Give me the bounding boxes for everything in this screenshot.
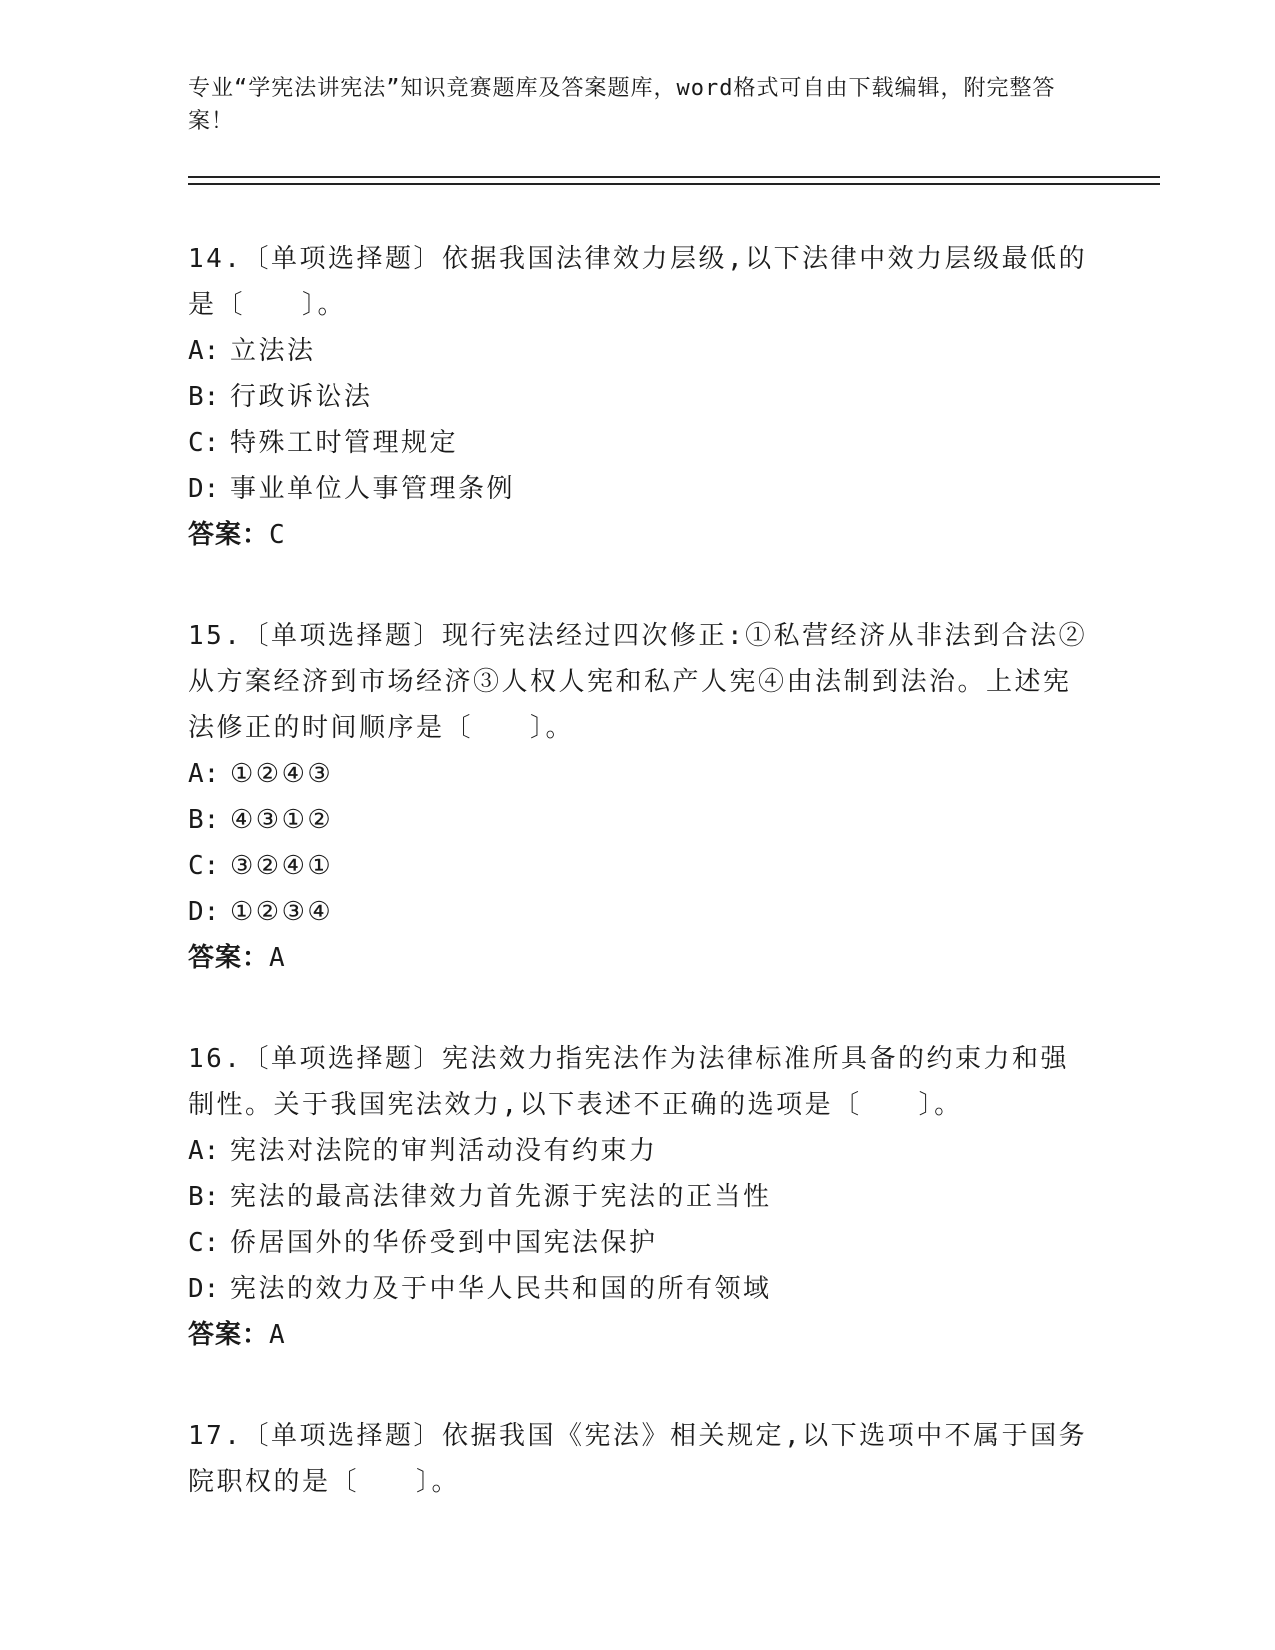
option-text: 宪法对法院的审判活动没有约束力 [230, 1136, 658, 1166]
question-stem: 15.〔单项选择题〕现行宪法经过四次修正:①私营经济从非法到合法②从方案经济到市场经济③人权人宪和私产人宪④由法制到法治。上述宪法修正的时间顺序是〔 〕。 [188, 621, 1088, 743]
question-16 [188, 1036, 1088, 1358]
option-text: 宪法的最高法律效力首先源于宪法的正当性 [230, 1182, 772, 1212]
option-d [188, 466, 1088, 512]
option-text: ③②④① [230, 851, 334, 881]
option-text: 事业单位人事管理条例 [230, 474, 516, 504]
option-letter: C: [188, 428, 220, 458]
answer-line [188, 1312, 1088, 1358]
document-header: 专业“学宪法讲宪法”知识竞赛题库及答案题库，word格式可自由下载编辑，附完整答案！ [188, 76, 1056, 134]
option-b [188, 797, 1088, 843]
option-letter: D: [188, 897, 220, 927]
question-14 [188, 236, 1088, 558]
option-text: 特殊工时管理规定 [230, 428, 459, 458]
option-c [188, 843, 1088, 889]
option-a [188, 328, 1088, 374]
header-divider-top [188, 176, 1160, 178]
option-letter: C: [188, 1228, 220, 1258]
option-text: 宪法的效力及于中华人民共和国的所有领域 [230, 1274, 772, 1304]
option-letter: B: [188, 805, 220, 835]
question-15 [188, 613, 1088, 981]
option-letter: B: [188, 1182, 220, 1212]
answer-line [188, 935, 1088, 981]
option-c [188, 1220, 1088, 1266]
question-17 [188, 1413, 1088, 1505]
answer-label: 答案： [188, 520, 270, 550]
answer-value: A [269, 943, 286, 973]
answer-line [188, 512, 1088, 558]
option-letter: D: [188, 1274, 220, 1304]
option-b [188, 1174, 1088, 1220]
option-letter: B: [188, 382, 220, 412]
answer-label: 答案： [188, 943, 270, 973]
option-text: 侨居国外的华侨受到中国宪法保护 [230, 1228, 658, 1258]
question-list [188, 236, 1088, 1560]
header-divider-bottom [188, 183, 1160, 185]
option-text: 立法法 [230, 336, 316, 366]
question-stem: 17.〔单项选择题〕依据我国《宪法》相关规定,以下选项中不属于国务院职权的是〔 〕。 [188, 1421, 1088, 1497]
option-letter: D: [188, 474, 220, 504]
option-a [188, 751, 1088, 797]
option-text: ①②③④ [230, 897, 334, 927]
answer-value: A [269, 1320, 286, 1350]
option-text: ④③①② [230, 805, 334, 835]
answer-label: 答案： [188, 1320, 270, 1350]
option-c [188, 420, 1088, 466]
option-text: ①②④③ [230, 759, 334, 789]
option-d [188, 1266, 1088, 1312]
option-letter: C: [188, 851, 220, 881]
question-stem: 14.〔单项选择题〕依据我国法律效力层级,以下法律中效力层级最低的是〔 〕。 [188, 244, 1088, 320]
option-a [188, 1128, 1088, 1174]
question-stem: 16.〔单项选择题〕宪法效力指宪法作为法律标准所具备的约束力和强制性。关于我国宪法效力,以下表述不正确的选项是〔 〕。 [188, 1044, 1069, 1120]
option-text: 行政诉讼法 [230, 382, 373, 412]
answer-value: C [269, 520, 286, 550]
option-letter: A: [188, 1136, 220, 1166]
option-letter: A: [188, 336, 220, 366]
option-b [188, 374, 1088, 420]
option-letter: A: [188, 759, 220, 789]
option-d [188, 889, 1088, 935]
